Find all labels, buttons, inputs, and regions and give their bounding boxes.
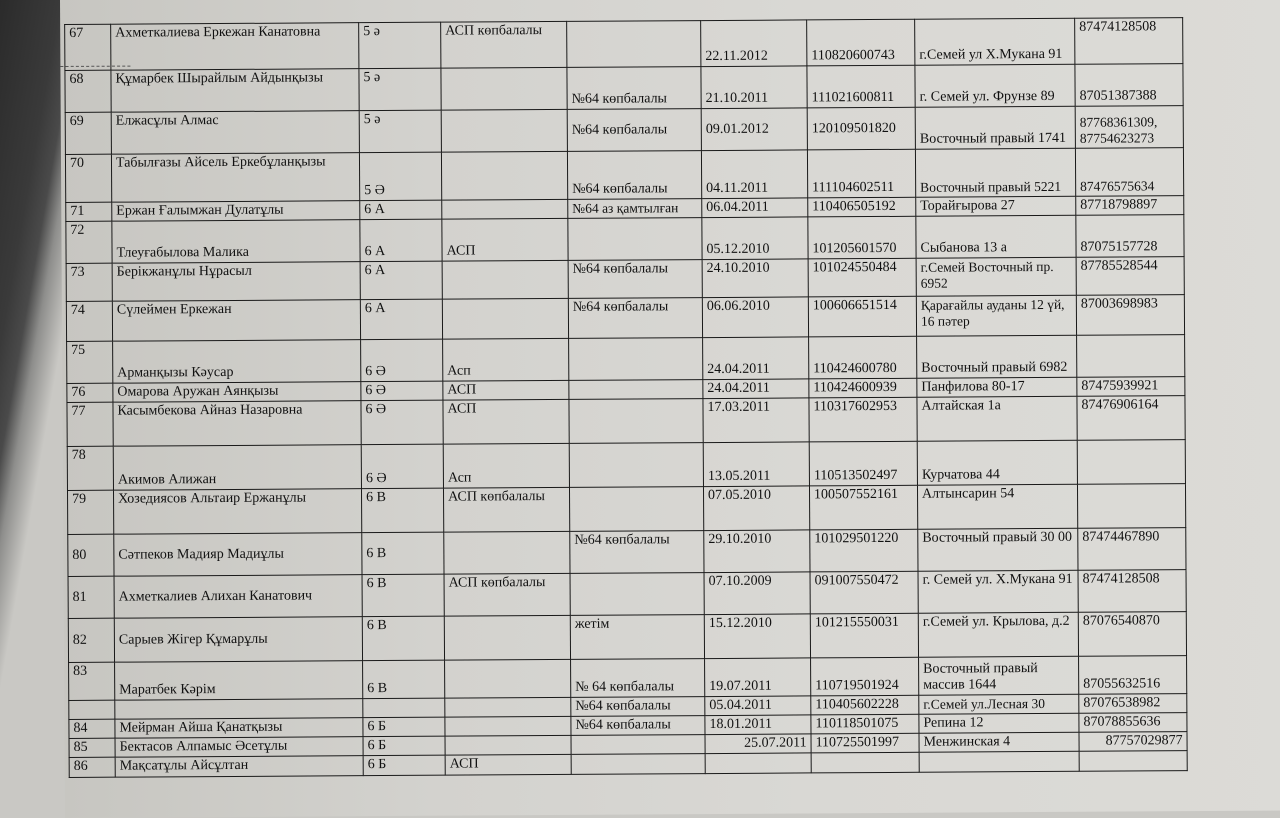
cell-class: 6 А: [360, 200, 442, 220]
cell-school: [569, 338, 703, 381]
cell-dob: 21.10.2011: [701, 66, 807, 109]
cell-name: Акимов Алижан: [113, 445, 361, 491]
cell-class: 6 В: [362, 616, 444, 661]
cell-address: г.Семей Восточный пр. 6952: [916, 257, 1076, 296]
cell-class: 6 В: [362, 574, 444, 617]
cell-phone: 87475939921: [1077, 377, 1185, 397]
cell-class: 6 В: [362, 532, 444, 575]
cell-address: Алтынсарин 54: [917, 484, 1077, 529]
cell-name: Бектасов Алпамыс Әсетұлы: [115, 737, 363, 758]
cell-no: 72: [66, 221, 112, 263]
cell-address: Торайғырова 27: [916, 196, 1076, 216]
cell-dob: 18.01.2011: [705, 715, 811, 735]
cell-school: [568, 218, 702, 261]
cell-iin: 091007550472: [810, 571, 918, 614]
cell-no: 75: [67, 341, 113, 383]
table-row: [68, 612, 1186, 663]
cell-status: АСП көпбалалы: [443, 487, 569, 532]
cell-school: [567, 21, 701, 68]
table-row: [65, 18, 1183, 71]
cell-iin: 110317602953: [809, 397, 917, 442]
cell-no: 71: [66, 202, 112, 221]
student-list-table: [64, 17, 1188, 778]
cell-dob: 29.10.2010: [704, 530, 810, 573]
cell-no: 67: [65, 24, 111, 70]
cell-no: 86: [69, 757, 115, 777]
cell-phone: 87078855636: [1079, 713, 1187, 733]
cell-class: 5 ә: [359, 110, 441, 153]
cell-no: 76: [67, 383, 113, 402]
cell-name: Ахметкалиев Алихан Канатович: [114, 575, 362, 619]
cell-status: [444, 531, 570, 574]
cell-school: №64 көпбалалы: [570, 531, 704, 574]
cell-iin: 110719501924: [811, 657, 919, 696]
table-row: [67, 335, 1185, 384]
cell-address: Курчатова 44: [917, 440, 1077, 485]
cell-class: 6 Ә: [361, 339, 443, 382]
cell-status: АСП: [445, 754, 571, 775]
cell-iin: 101205601570: [808, 216, 916, 259]
cell-phone: 87003698983: [1076, 295, 1184, 336]
cell-no: 78: [67, 446, 113, 490]
cell-address: Восточный правый 30 00: [918, 528, 1078, 571]
cell-dob: 06.06.2010: [702, 297, 808, 338]
cell-status: АСП көпбалалы: [444, 573, 570, 616]
cell-no: 69: [65, 112, 111, 154]
cell-name: Сәтпеков Мадияр Мадиұлы: [114, 533, 362, 577]
cell-school: [571, 754, 705, 775]
cell-class: 6 Б: [363, 755, 445, 776]
cell-address: Восточный правый массив 1644: [919, 656, 1079, 695]
table-row: [65, 148, 1183, 203]
cell-no: 82: [68, 618, 114, 662]
cell-no: 85: [69, 738, 115, 757]
cell-no: 83: [69, 662, 115, 700]
cell-status: [442, 260, 568, 299]
cell-class: 6 Ә: [361, 400, 443, 445]
table-row: [66, 215, 1184, 264]
cell-address: Қарағайлы ауданы 12 үй, 16 пәтер: [916, 295, 1076, 336]
cell-school: [569, 443, 703, 488]
cell-no: [69, 700, 115, 719]
cell-status: [445, 697, 571, 717]
cell-name: Ержан Ғалымжан Дулатұлы: [112, 201, 360, 222]
cell-dob: 07.05.2010: [703, 486, 809, 531]
cell-no: 81: [68, 576, 114, 618]
cell-dob: 15.12.2010: [704, 614, 810, 659]
cell-class: 6 Б: [363, 717, 445, 737]
cell-dob: 05.04.2011: [705, 696, 811, 716]
cell-phone: 87076540870: [1078, 612, 1186, 657]
cell-status: [441, 67, 567, 110]
cell-status: АСП көпбалалы: [441, 21, 567, 68]
cell-name: Тлеуғабылова Малика: [112, 220, 360, 264]
cell-address: г.Семей ул Х.Мукана 91: [915, 18, 1075, 65]
cell-phone: 87757029877: [1079, 732, 1187, 752]
cell-status: Асп: [443, 338, 569, 381]
cell-status: [444, 615, 570, 660]
cell-no: 68: [65, 70, 111, 112]
cell-status: [442, 298, 568, 339]
cell-phone: 87474467890: [1078, 528, 1186, 571]
cell-status: [442, 199, 568, 219]
cell-phone: 87785528544: [1076, 257, 1184, 296]
cell-address: Восточный правый 6982: [917, 335, 1077, 378]
cell-school: №64 көпбалалы: [567, 109, 701, 152]
cell-dob: 09.01.2012: [701, 108, 807, 151]
cell-class: 5 Ә: [359, 152, 441, 201]
cell-dob: 05.12.2010: [702, 217, 808, 260]
cell-dob: 24.04.2011: [703, 337, 809, 380]
cell-dob: 24.04.2011: [703, 379, 809, 399]
cell-status: Асп: [443, 443, 569, 488]
table-row: [65, 64, 1183, 113]
cell-address: [919, 751, 1079, 772]
table-row: [68, 570, 1186, 619]
cell-name: Мақсатұлы Айсұлтан: [115, 756, 363, 778]
cell-school: №64 аз қамтылған: [568, 199, 702, 219]
table-row: [66, 295, 1184, 342]
cell-no: 79: [67, 490, 113, 534]
cell-iin: 111104602511: [807, 149, 915, 198]
cell-phone: [1077, 335, 1185, 378]
cell-address: Восточный правый 1741: [915, 106, 1075, 149]
cell-dob: 04.11.2011: [701, 150, 807, 199]
cell-class: 5 ә: [359, 22, 441, 69]
cell-class: 6 А: [360, 219, 442, 262]
cell-iin: 120109501820: [807, 107, 915, 150]
cell-address: Сыбанова 13 а: [916, 215, 1076, 258]
table-row: [67, 396, 1185, 447]
cell-iin: 100507552161: [809, 485, 917, 530]
cell-iin: 101215550031: [810, 613, 918, 658]
cell-name: Берікжанұлы Нұрасыл: [112, 262, 360, 302]
cell-school: №64 көпбалалы: [567, 67, 701, 110]
cell-phone: 87476906164: [1077, 396, 1185, 441]
cell-class: 6 А: [360, 261, 442, 300]
cell-dob: 07.10.2009: [704, 572, 810, 615]
cell-iin: 110513502497: [809, 441, 917, 486]
cell-iin: 110725501997: [811, 733, 919, 753]
cell-name: Елжасұлы Алмас: [111, 111, 359, 155]
cell-iin: 100606651514: [808, 296, 916, 337]
cell-school: № 64 көпбалалы: [571, 659, 705, 698]
cell-address: г. Семей ул. Х.Мукана 91: [918, 570, 1078, 613]
cell-status: [445, 659, 571, 698]
cell-class: 6 В: [363, 660, 445, 699]
cell-status: АСП: [443, 380, 569, 400]
cell-address: Репина 12: [919, 713, 1079, 733]
cell-status: [441, 151, 567, 200]
table-row: [67, 440, 1185, 491]
cell-phone: 87474128508: [1075, 18, 1183, 65]
table-row: [68, 528, 1186, 577]
cell-phone: 87476575634: [1075, 148, 1183, 197]
cell-name: Омарова Аружан Аянқызы: [113, 382, 361, 403]
cell-address: Панфилова 80-17: [917, 377, 1077, 397]
cell-address: г.Семей ул. Крылова, д.2: [918, 612, 1078, 657]
cell-iin: [811, 752, 919, 773]
cell-iin: 110820600743: [807, 19, 915, 66]
cell-class: 6 А: [360, 299, 442, 340]
cell-class: 5 ә: [359, 68, 441, 111]
cell-no: 73: [66, 263, 112, 301]
cell-school: №64 көпбалалы: [568, 260, 702, 299]
cell-iin: 101024550484: [808, 258, 916, 297]
table-row: [65, 106, 1183, 155]
cell-school: [569, 380, 703, 400]
cell-address: Менжинская 4: [919, 732, 1079, 752]
cell-phone: [1077, 484, 1185, 529]
cell-class: 6 Б: [363, 736, 445, 756]
cell-iin: 110406505192: [808, 197, 916, 217]
cell-dob: 13.05.2011: [703, 442, 809, 487]
cell-phone: [1079, 751, 1187, 772]
cell-school: [569, 399, 703, 444]
cell-no: 80: [68, 534, 114, 576]
cell-phone: 87768361309, 87754623273: [1075, 106, 1183, 149]
table-row: [67, 484, 1185, 535]
cell-class: 6 Ә: [361, 381, 443, 401]
cell-iin: 110424600780: [809, 336, 917, 379]
cell-class: 6 Ә: [361, 444, 443, 489]
cell-name: Құмарбек Шырайлым Айдынқызы: [111, 69, 359, 113]
cell-no: 77: [67, 402, 113, 446]
cell-phone: 87055632516: [1079, 656, 1187, 695]
cell-address: Восточный правый 5221: [915, 148, 1075, 197]
cell-school: №64 көпбалалы: [571, 716, 705, 736]
cell-iin: 110405602228: [811, 695, 919, 715]
cell-phone: 87075157728: [1076, 215, 1184, 258]
cell-dob: 06.04.2011: [702, 198, 808, 218]
cell-name: Хозедиясов Альтаир Ержанұлы: [113, 489, 361, 535]
cell-iin: 111021600811: [807, 65, 915, 108]
cell-no: 74: [66, 301, 112, 341]
scanned-paper-sheet: [60, 0, 1280, 818]
cell-phone: [1077, 440, 1185, 485]
cell-status: АСП: [442, 218, 568, 261]
cell-name: Табылғазы Айсель Еркебұланқызы: [111, 153, 359, 203]
cell-school: [571, 735, 705, 755]
cell-name: Арманқызы Кәусар: [113, 340, 361, 384]
cell-dob: 19.07.2011: [705, 658, 811, 697]
cell-status: АСП: [443, 399, 569, 444]
cell-school: жетім: [570, 615, 704, 660]
cell-iin: 110424600939: [809, 378, 917, 398]
cell-dob: 24.10.2010: [702, 259, 808, 298]
cell-phone: 87474128508: [1078, 570, 1186, 613]
cell-phone: 87051387388: [1075, 64, 1183, 107]
cell-class: [363, 698, 445, 718]
cell-no: 70: [65, 154, 111, 202]
cell-class: 6 В: [361, 488, 443, 533]
cell-dob: [705, 753, 811, 774]
cell-phone: 87076538982: [1079, 694, 1187, 714]
cell-dob: 22.11.2012: [701, 20, 807, 67]
cell-name: Сүлеймен Еркежан: [112, 300, 360, 342]
cell-status: [445, 716, 571, 736]
cell-name: Ахметкалиева Еркежан Канатовна: [111, 23, 359, 71]
cell-name: [115, 699, 363, 720]
cell-status: [441, 109, 567, 152]
cell-name: Мейрман Айша Қанатқызы: [115, 718, 363, 739]
cell-iin: 101029501220: [810, 529, 918, 572]
cell-dob: 17.03.2011: [703, 398, 809, 443]
cell-school: [569, 487, 703, 532]
cell-dob: 25.07.2011: [705, 734, 811, 754]
cell-name: Маратбек Кәрім: [115, 661, 363, 701]
cell-status: [445, 735, 571, 755]
cell-name: Сарыев Жігер Құмарұлы: [114, 617, 362, 663]
cell-iin: 110118501075: [811, 714, 919, 734]
cell-address: г.Семей ул.Лесная 30: [919, 694, 1079, 714]
cell-address: г. Семей ул. Фрунзе 89: [915, 64, 1075, 107]
cell-school: №64 көпбалалы: [571, 697, 705, 717]
cell-school: №64 көпбалалы: [567, 151, 701, 200]
cell-school: №64 көпбалалы: [568, 298, 702, 339]
cell-phone: 87718798897: [1076, 196, 1184, 216]
cell-no: 84: [69, 719, 115, 738]
cell-school: [570, 573, 704, 616]
cell-address: Алтайская 1а: [917, 396, 1077, 441]
cell-name: Касымбекова Айназ Назаровна: [113, 401, 361, 447]
